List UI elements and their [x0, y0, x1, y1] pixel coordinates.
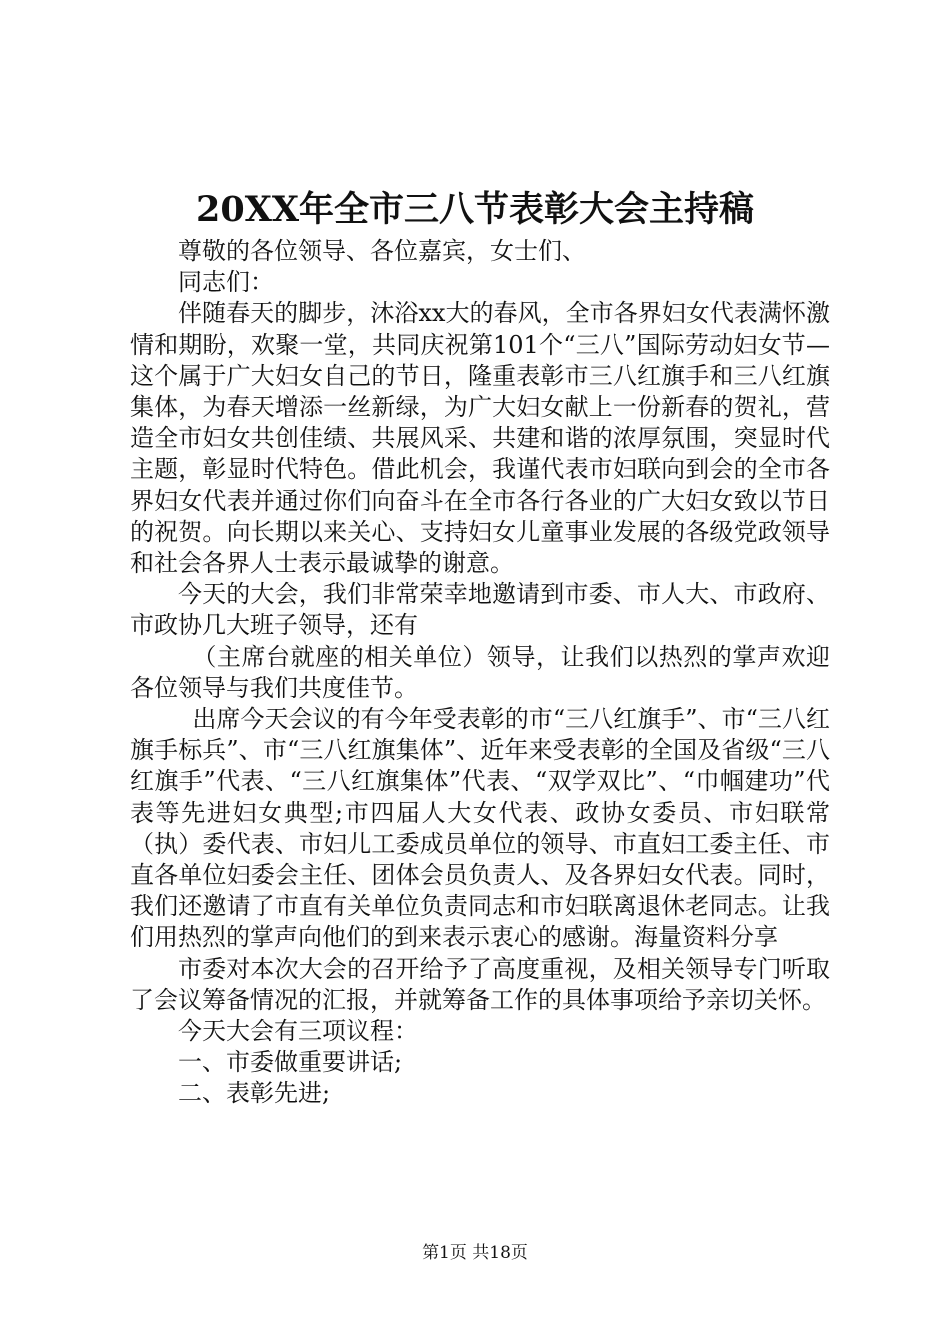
document-title: 20XX年全市三八节表彰大会主持稿 — [195, 189, 755, 230]
paragraph-agenda-item-1: 一、市委做重要讲话; — [178, 1048, 403, 1077]
page-number-footer: 第1页 共18页 — [422, 1243, 528, 1263]
paragraph-salutation-2: 同志们： — [178, 268, 274, 297]
paragraph-podium: （主席台就座的相关单位）领导，让我们以热烈的掌声欢迎各位领导与我们共度佳节。 — [130, 642, 830, 702]
paragraph-opening: 伴随春天的脚步，沐浴xx大的春风，全市各界妇女代表满怀激情和期盼，欢聚一堂，共同庆祝第101个“三八”国际劳动妇女节—这个属于广大妇女自己的节日，隆重表彰市三八红旗手和三八红旗集体，为春天增添一丝新绿，为广大妇女献上一份新春的贺礼，营造全市妇女共创佳绩、共展风采、共建和谐的浓厚氛围，突显时代主题，彰显时代特色。借此机会，我谨代表市妇联向到会的全市各界妇女代表并通过你们向奋斗在全市各行各业的广大妇女致以节日的祝贺。向长期以来关心、支持妇女儿童事业发展的各级党政领导和社会各界人士表示最诚挚的谢意。 — [130, 299, 830, 578]
paragraph-agenda-item-2: 二、表彰先进; — [178, 1079, 331, 1108]
paragraph-committee: 市委对本次大会的召开给予了高度重视，及相关领导专门听取了会议筹备情况的汇报，并就筹备工作的具体事项给予亲切关怀。 — [130, 954, 830, 1014]
paragraph-attendees: 出席今天会议的有今年受表彰的市“三八红旗手”、市“三八红旗手标兵”、市“三八红旗集体”、近年来受表彰的全国及省级“三八红旗手”代表、“三八红旗集体”代表、“双学双比”、“巾帼建功”代表等先进妇女典型;市四届人大女代表、政协女委员、市妇联常（执）委代表、市妇儿工委成员单位的领导、市直妇工委主任、市直各单位妇委会主任、团体会员负责人、及各界妇女代表。同时，我们还邀请了市直有关单位负责同志和市妇联离退休老同志。让我们用热烈的掌声向他们的到来表示衷心的感谢。海量资料分享 — [130, 705, 830, 952]
paragraph-guests: 今天的大会，我们非常荣幸地邀请到市委、市人大、市政府、市政协几大班子领导，还有 — [130, 580, 830, 640]
paragraph-salutation-1: 尊敬的各位领导、各位嘉宾，女士们、 — [178, 237, 586, 265]
document-body — [130, 236, 830, 1110]
paragraph-agenda-intro: 今天大会有三项议程： — [178, 1017, 418, 1046]
